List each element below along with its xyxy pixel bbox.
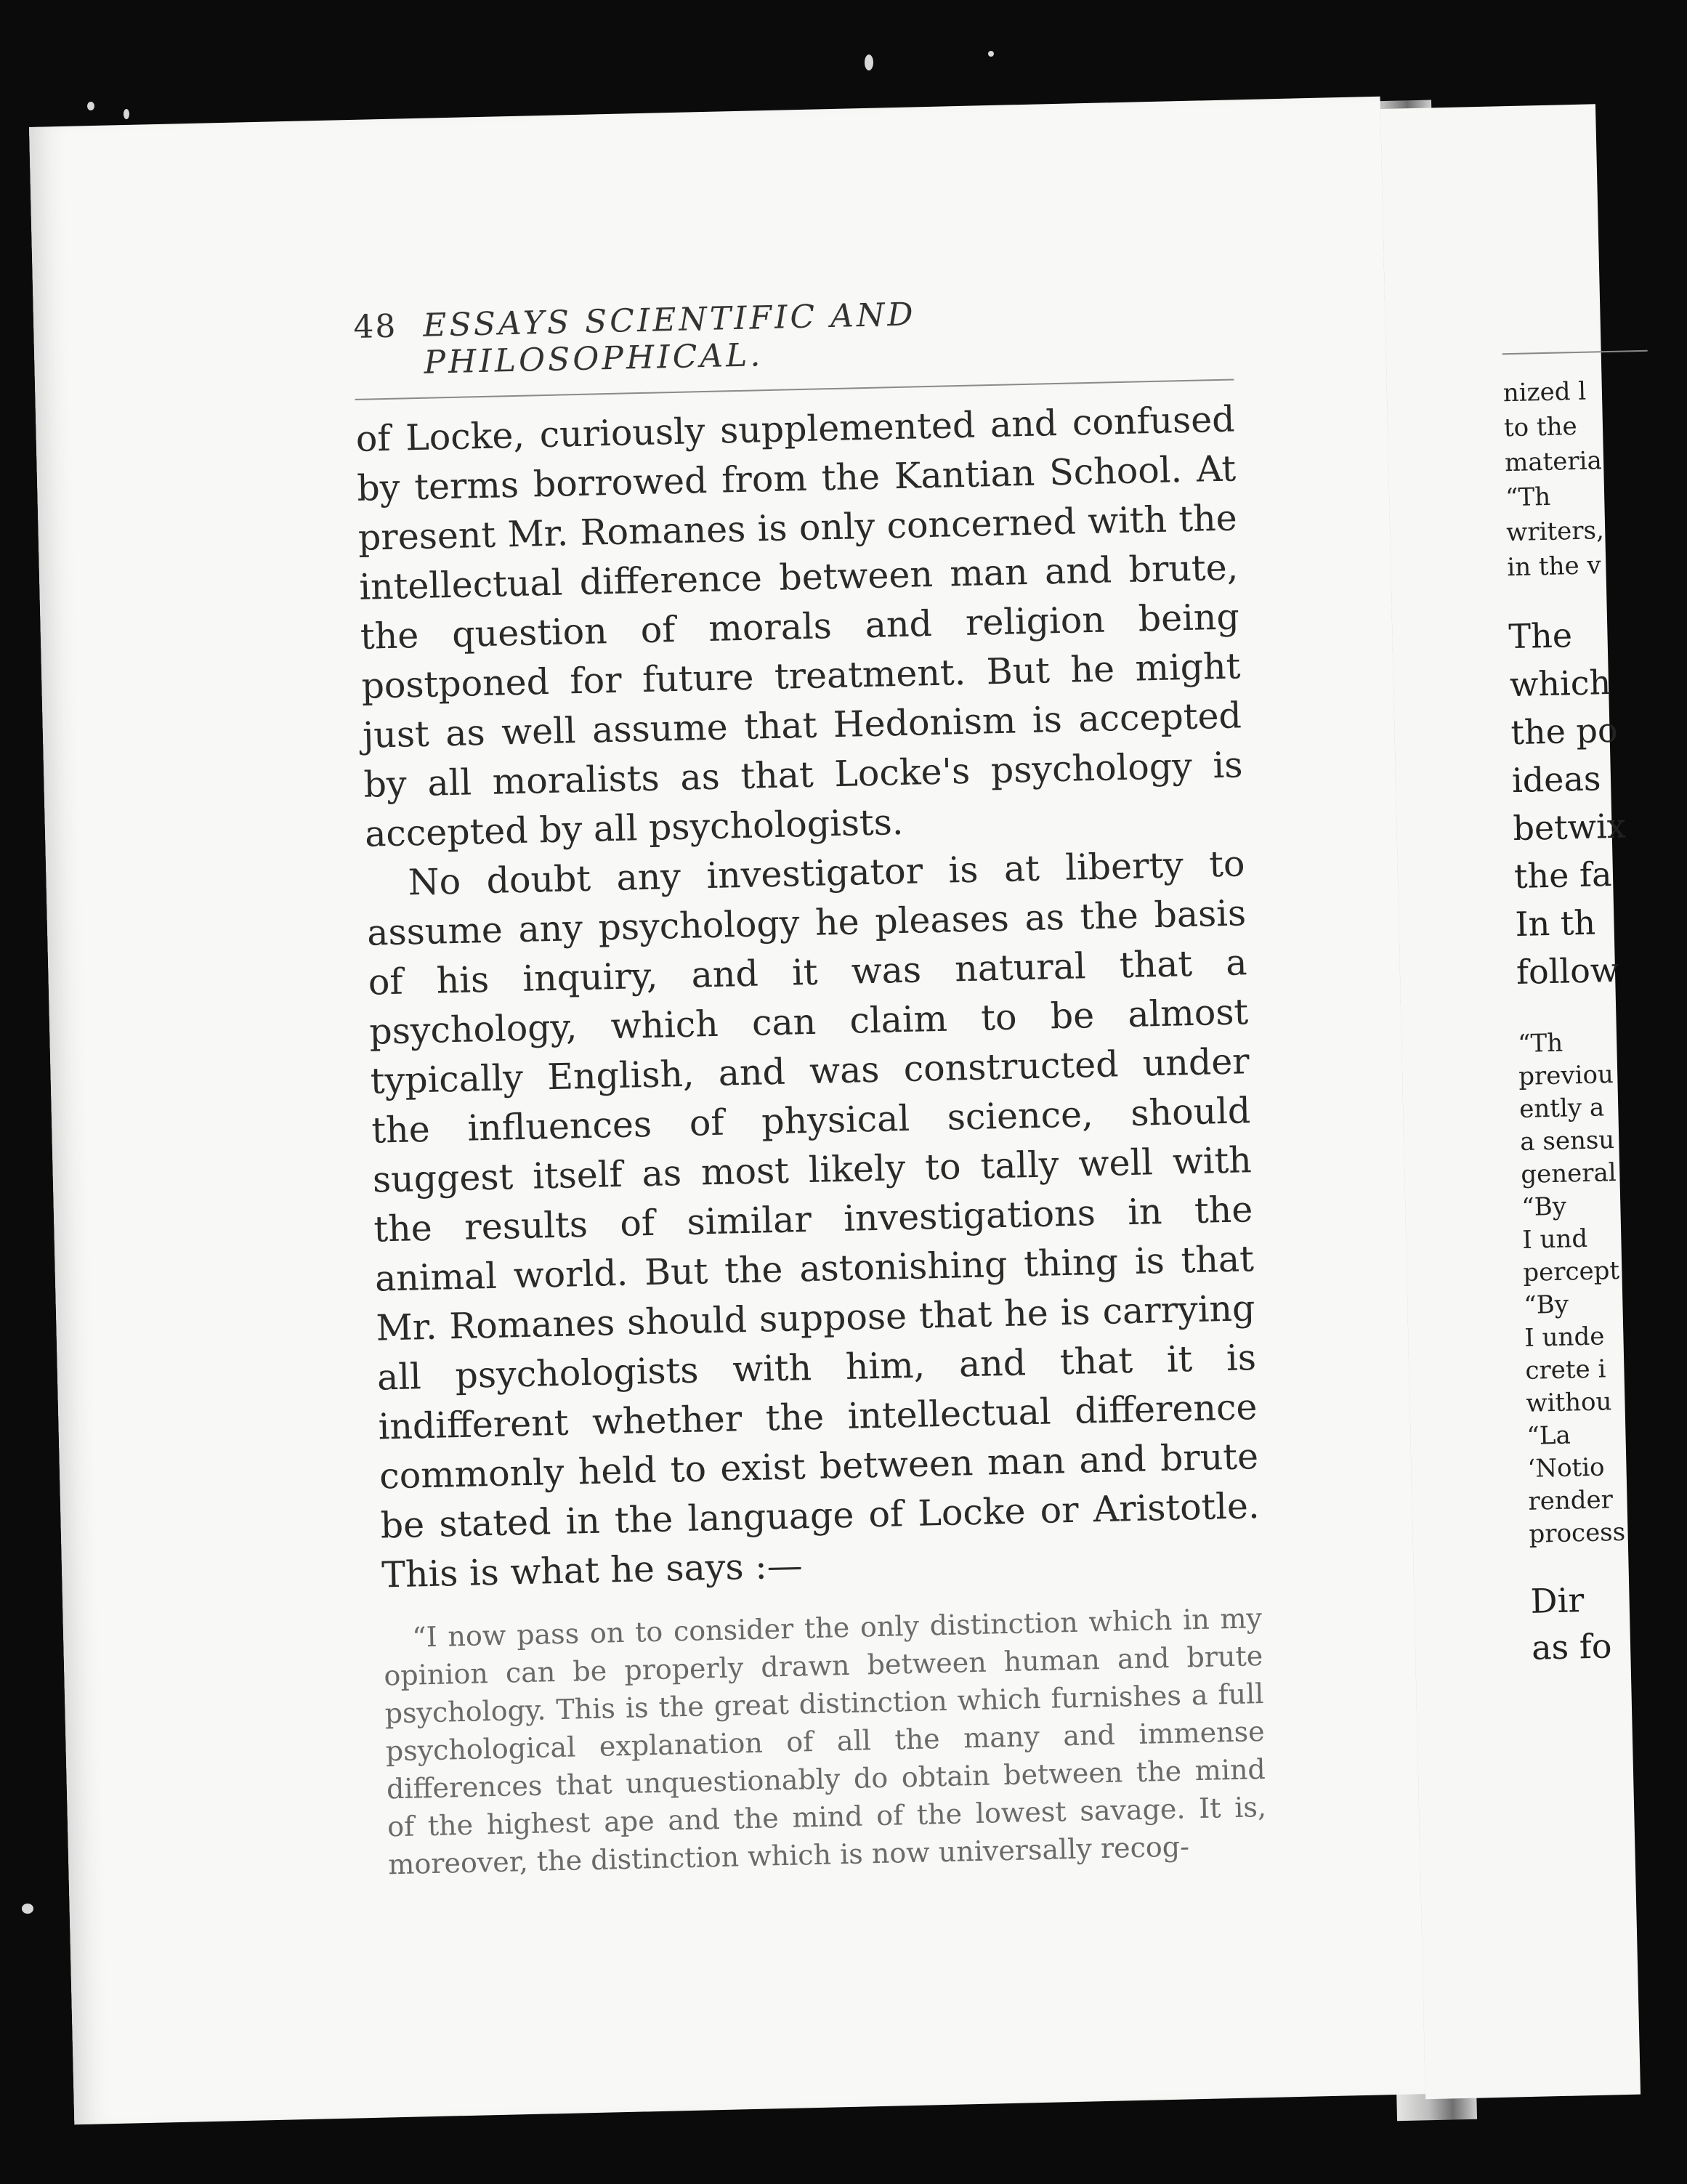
right-page-line: a sensu — [1519, 1125, 1615, 1157]
right-page-line: Dir — [1530, 1580, 1585, 1621]
right-page-line: the fa — [1513, 854, 1612, 897]
right-page-line: general — [1520, 1158, 1617, 1189]
right-page-line: to the — [1503, 411, 1578, 443]
header-rule — [355, 379, 1234, 400]
right-page-line: The — [1508, 615, 1573, 657]
paragraph: No doubt any investigator is at liberty to assume any psychology he pleases as the basis of his inquiry, and it was natural that a psychology, which can claim to be almost typically English, and was constructed under the influences of physical science, should suggest itself as most likely to tally well with the results of similar investigations in the animal world. But the astonishing thing is that Mr. Romanes should suppose that he is carrying all psychologists with him, and that it is indifferent whether the intellectual difference commonly held to exist between man and brute be stated in the language of Locke or Aristotle. This is what he says :— — [366, 843, 1261, 1596]
right-page-line: withou — [1526, 1387, 1612, 1418]
right-page-line: follow — [1516, 950, 1619, 992]
right-page-line: percept — [1522, 1255, 1620, 1287]
running-header — [353, 288, 1234, 382]
dust-speck — [124, 109, 129, 119]
right-page-line: which — [1509, 663, 1611, 705]
right-page-header-rule — [1502, 350, 1648, 355]
page-number: 48 — [352, 307, 397, 346]
right-page-line: “Th — [1505, 482, 1551, 513]
body-text — [355, 395, 1261, 1600]
right-page-line: “By — [1521, 1192, 1567, 1222]
right-page-line: previou — [1518, 1060, 1614, 1092]
right-page-line: ently a — [1518, 1093, 1605, 1125]
dust-speck — [988, 51, 994, 57]
paragraph: of Locke, curiously supplemented and confused by terms borrowed from the Kantian School. At present Mr. Romanes is only concerned with the intellectual difference between man and brute, the question of morals and religion being postponed for future treatment. But he might just as well assume that Hedonism is accepted by all moralists as that Locke's psychology is accepted by all psychologists. — [355, 398, 1243, 855]
right-page-line: “La — [1526, 1420, 1571, 1451]
right-page-line: ideas — [1511, 759, 1602, 801]
running-title: ESSAYS SCIENTIFIC AND PHILOSOPHICAL. — [422, 296, 917, 381]
dust-speck — [22, 1904, 33, 1914]
right-page-line: render — [1528, 1485, 1614, 1516]
right-page-line: betwix — [1512, 806, 1627, 849]
page-content — [353, 288, 1268, 1883]
right-page — [1380, 104, 1641, 2099]
right-page-line: In th — [1514, 902, 1596, 945]
right-page-line: crete i — [1525, 1354, 1606, 1386]
right-page-line: ‘Notio — [1527, 1452, 1605, 1484]
right-page-line: as fo — [1531, 1626, 1613, 1667]
left-page — [29, 97, 1425, 2124]
dust-speck — [865, 54, 873, 70]
right-page-line: writers, — [1505, 516, 1605, 548]
right-page-line: process — [1529, 1517, 1626, 1549]
dust-speck — [87, 102, 94, 110]
right-page-line: “By — [1523, 1290, 1569, 1320]
block-quote: “I now pass on to consider the only distinction which in my opinion can be properly drawn between human and brute psychology. This is the great distinction which furnishes a full psychological explanation of all the many and immense differences that unquestionably do obtain between the mind of the highest ape and the mind of the lowest savage. It is, moreover, the distinction which is now universally recog- — [383, 1602, 1267, 1881]
right-page-line: I unde — [1524, 1322, 1605, 1353]
right-page-line: I und — [1521, 1224, 1588, 1255]
right-page-line: nized l — [1502, 376, 1587, 408]
right-page-line: the po — [1510, 710, 1619, 753]
right-page-line: “Th — [1517, 1028, 1563, 1059]
right-page-line: materia — [1504, 446, 1603, 478]
right-page-line: in the v — [1506, 551, 1602, 583]
